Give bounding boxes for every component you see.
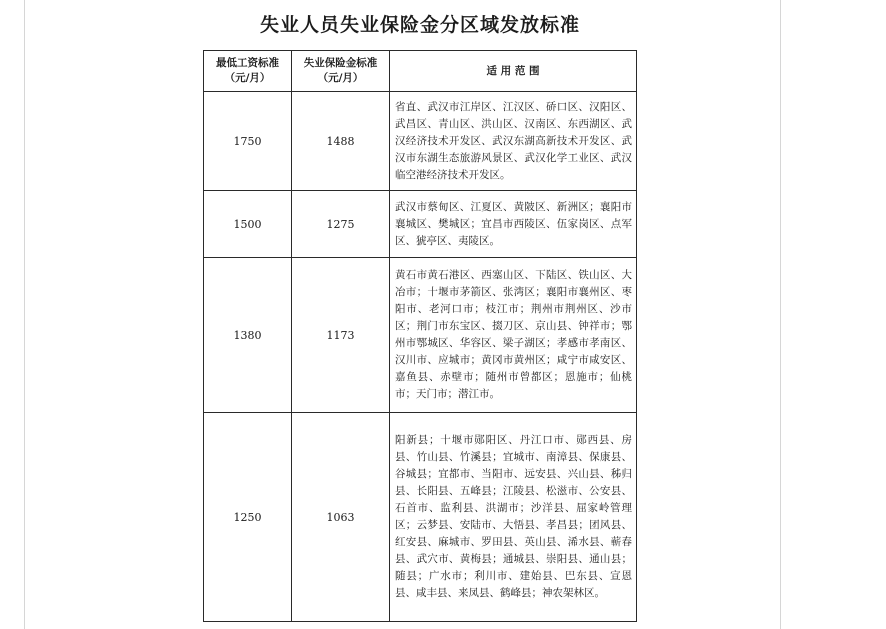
table-row: [204, 258, 637, 413]
min-wage-cell: 1380: [204, 258, 292, 413]
scope-cell: 武汉市蔡甸区、江夏区、黄陂区、新洲区；襄阳市襄城区、樊城区；宜昌市西陵区、伍家岗区、点军区、猇亭区、夷陵区。: [390, 191, 637, 258]
standards-table: [203, 50, 637, 622]
header-min-wage-line2: （元/月）: [224, 72, 271, 84]
table-row: [204, 92, 637, 191]
header-benefit-line2: （元/月）: [317, 72, 364, 84]
benefit-cell: 1063: [292, 413, 390, 622]
scope-cell: 省直、武汉市江岸区、江汉区、硚口区、汉阳区、武昌区、青山区、洪山区、汉南区、东西湖区、武汉经济技术开发区、武汉东湖高新技术开发区、武汉市东湖生态旅游风景区、武汉化学工业区、武汉临空港经济技术开发区。: [390, 92, 637, 191]
table-row: [204, 191, 637, 258]
scope-cell: 黄石市黄石港区、西塞山区、下陆区、铁山区、大冶市；十堰市茅箭区、张湾区；襄阳市襄州区、枣阳市、老河口市；枝江市；荆州市荆州区、沙市区；荆门市东宝区、掇刀区、京山县、钟祥市；鄂州市鄂城区、华容区、梁子湖区；孝感市孝南区、汉川市、应城市；黄冈市黄州区；咸宁市咸安区、嘉鱼县、赤壁市；随州市曾都区；恩施市；仙桃市；天门市；潜江市。: [390, 258, 637, 413]
scope-cell: 阳新县；十堰市郧阳区、丹江口市、郧西县、房县、竹山县、竹溪县；宜城市、南漳县、保康县、谷城县；宜都市、当阳市、远安县、兴山县、秭归县、长阳县、五峰县；江陵县、松滋市、公安县、石首市、监利县、洪湖市；沙洋县、屈家岭管理区；云梦县、安陆市、大悟县、孝昌县；团风县、红安县、麻城市、罗田县、英山县、浠水县、蕲春县、武穴市、黄梅县；通城县、崇阳县、通山县；随县；广水市；利川市、建始县、巴东县、宣恩县、咸丰县、来凤县、鹤峰县；神农架林区。: [390, 413, 637, 622]
table-row: [204, 413, 637, 622]
min-wage-cell: 1250: [204, 413, 292, 622]
header-scope: 适 用 范 围: [390, 51, 637, 92]
header-benefit-line1: 失业保险金标准: [303, 57, 378, 69]
header-benefit: [292, 51, 390, 92]
page-edge-right: [780, 0, 781, 629]
min-wage-cell: 1500: [204, 191, 292, 258]
page-edge-left: [24, 0, 25, 629]
document-title: 失业人员失业保险金分区域发放标准: [259, 14, 580, 36]
benefit-cell: 1173: [292, 258, 390, 413]
benefit-cell: 1488: [292, 92, 390, 191]
min-wage-cell: 1750: [204, 92, 292, 191]
benefit-cell: 1275: [292, 191, 390, 258]
table-header-row: [204, 51, 637, 92]
header-min-wage-line1: 最低工资标准: [216, 57, 279, 69]
header-min-wage: [204, 51, 292, 92]
